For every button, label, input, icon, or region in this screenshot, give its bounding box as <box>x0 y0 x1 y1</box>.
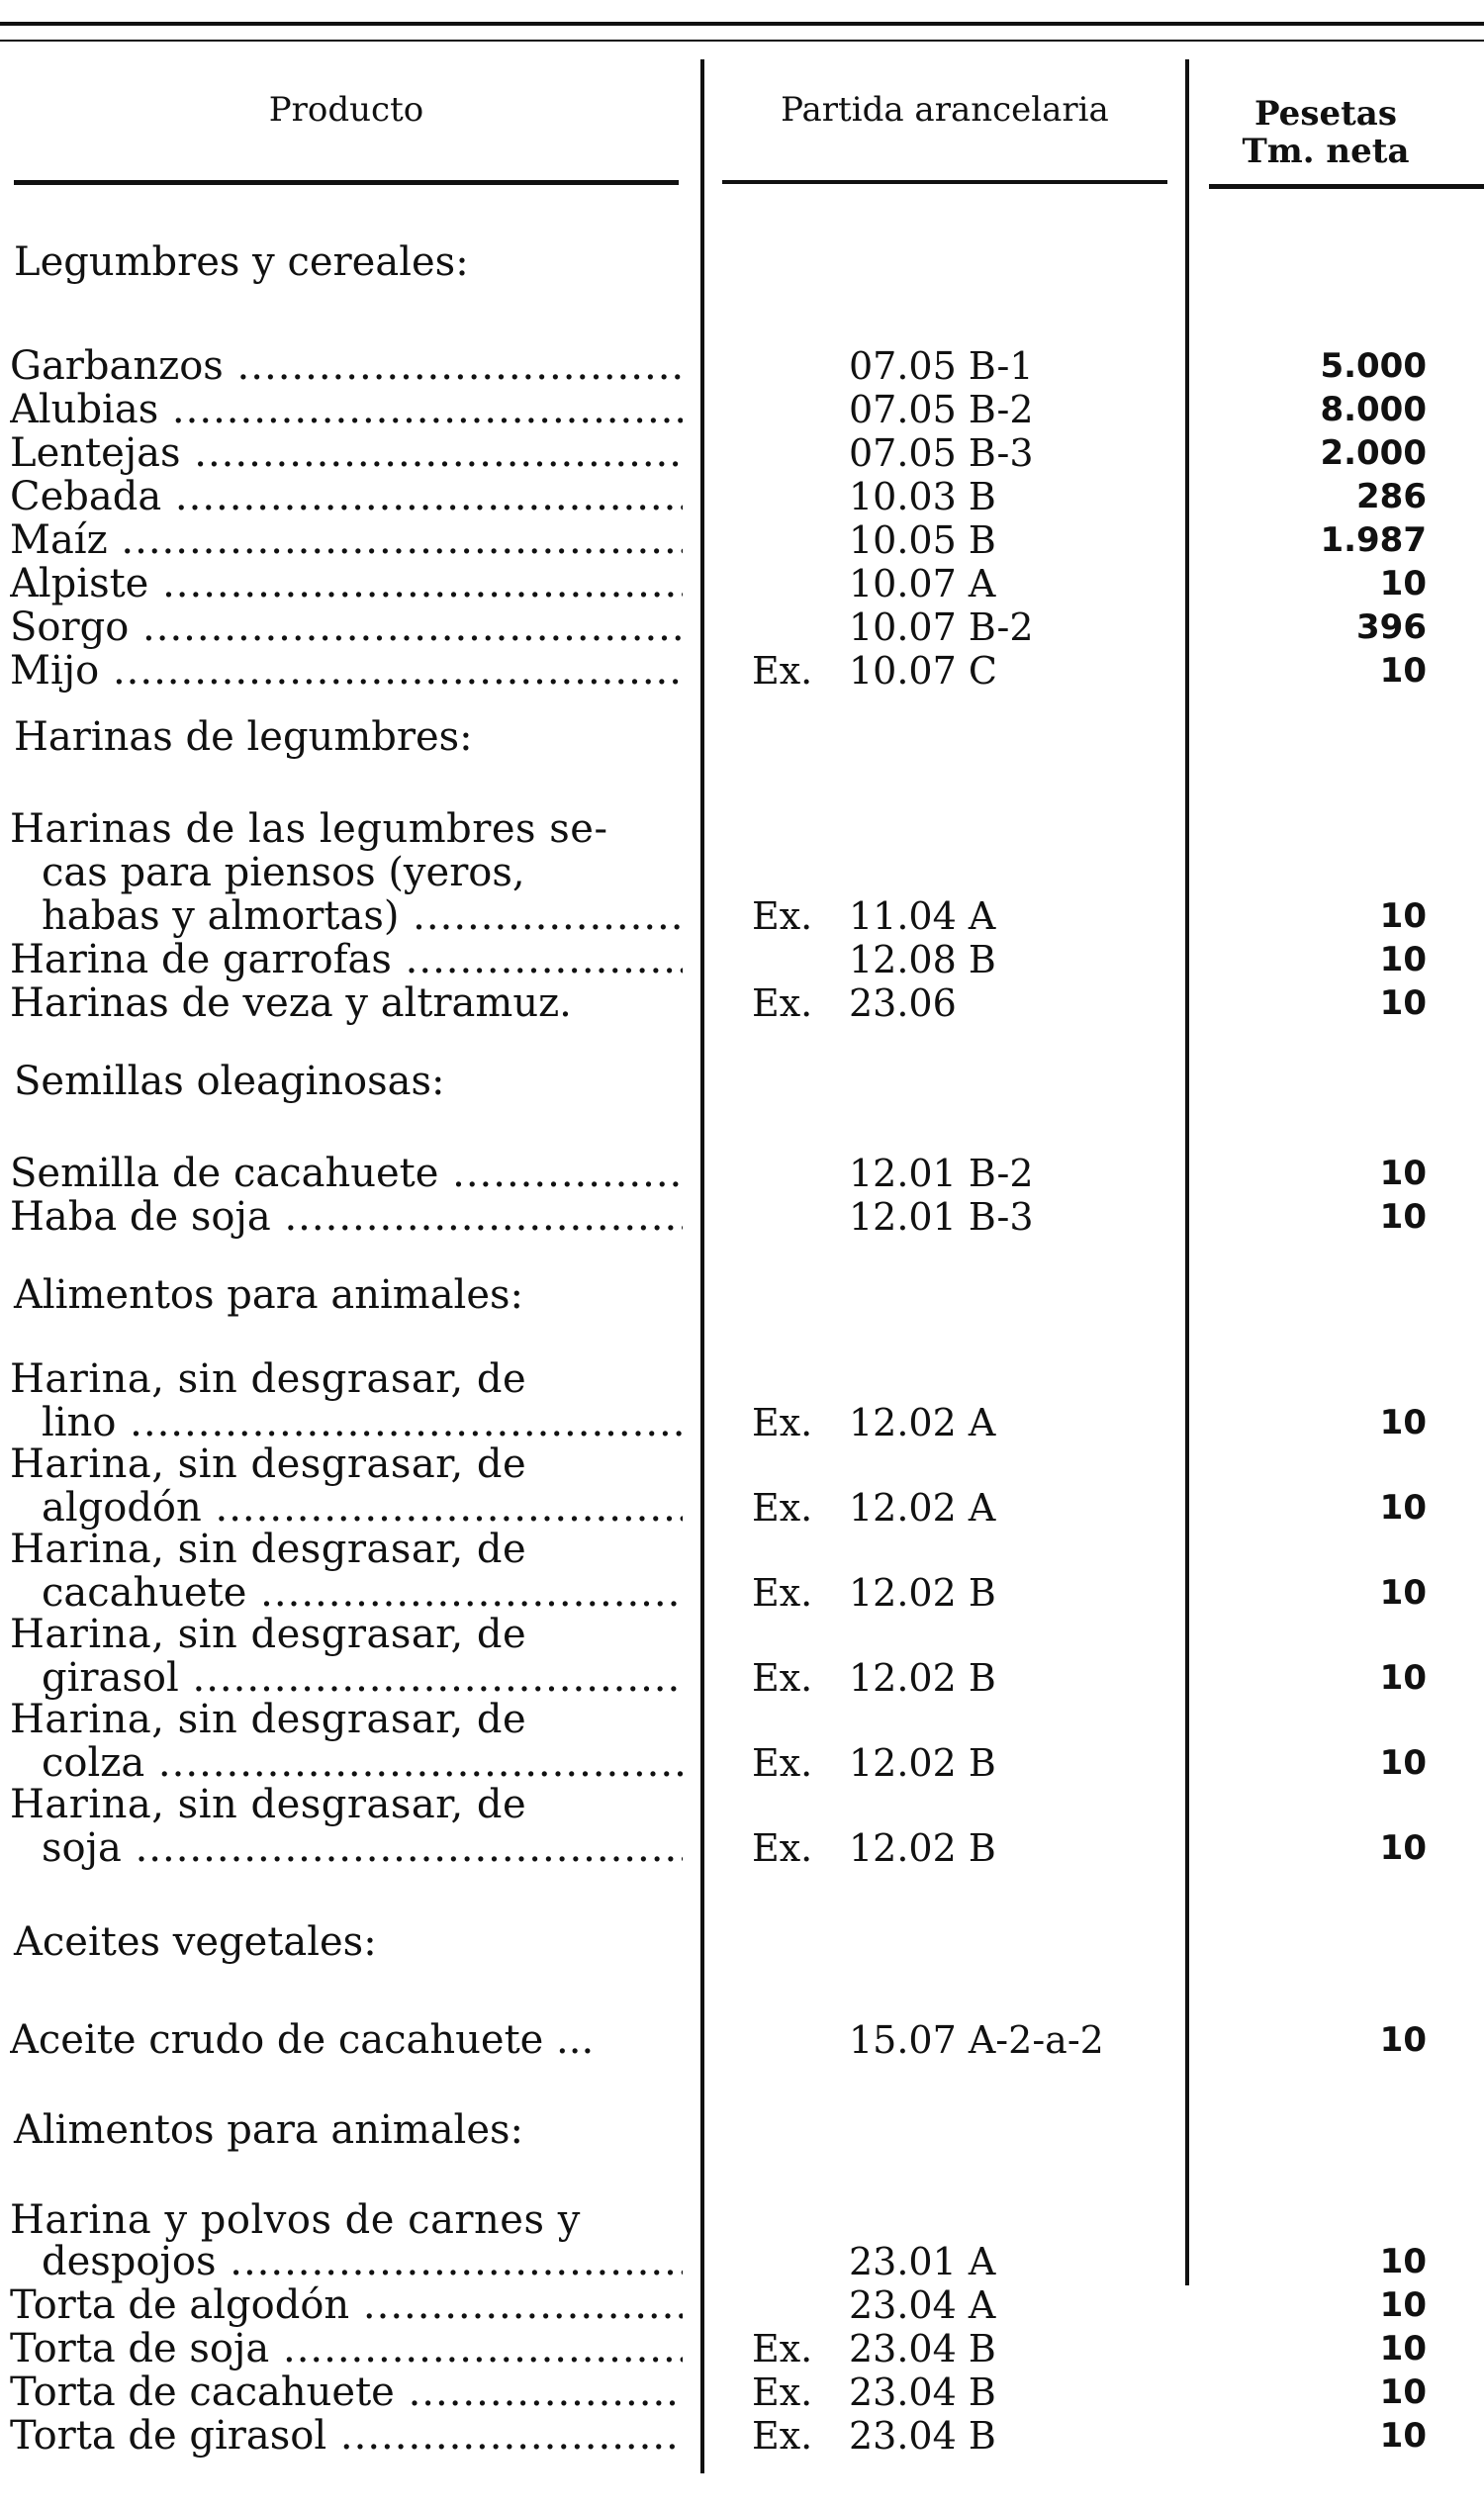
top-rule-thin <box>0 40 1484 42</box>
tariff-heading: 23.04 B <box>849 2370 996 2414</box>
column-divider-2 <box>1185 59 1189 2285</box>
product-text: colza <box>42 1741 145 1785</box>
product-name <box>10 1152 683 1195</box>
product-text: lino <box>42 1401 117 1444</box>
header-underline-1 <box>14 180 679 185</box>
ex-prefix: Ex. <box>752 1826 813 1870</box>
tariff-heading: 11.04 A <box>849 894 996 938</box>
product-text: Harinas de las legumbres se- <box>10 807 608 851</box>
pesetas-value: 10 <box>1379 983 1427 1023</box>
section-title: Alimentos para animales: <box>14 1272 524 1318</box>
product-text: cacahuete <box>42 1571 247 1615</box>
pesetas-value: 2.000 <box>1320 433 1427 473</box>
pesetas-value: 5.000 <box>1320 346 1427 386</box>
pesetas-value: 10 <box>1379 2020 1427 2060</box>
ex-prefix: Ex. <box>752 2370 813 2414</box>
product-name <box>10 807 683 851</box>
product-name <box>42 1571 683 1615</box>
top-rule-thick <box>0 22 1484 26</box>
tariff-heading: 12.02 B <box>849 1571 996 1615</box>
product-text: Harina, sin desgrasar, de <box>10 1528 527 1571</box>
tariff-heading: 12.01 B-3 <box>849 1195 1034 1239</box>
product-text: Alubias <box>10 388 159 431</box>
product-name <box>10 2283 683 2327</box>
product-name <box>10 2414 683 2458</box>
product-text: Torta de algodón <box>10 2283 350 2327</box>
product-name <box>42 851 683 894</box>
product-text: Harina de garrofas <box>10 938 392 981</box>
product-name <box>10 981 683 1025</box>
product-name <box>10 1698 683 1741</box>
pesetas-value: 10 <box>1379 1154 1427 1193</box>
ex-prefix: Ex. <box>752 981 813 1025</box>
tariff-heading: 10.07 C <box>849 649 997 693</box>
ex-prefix: Ex. <box>752 649 813 693</box>
product-text: Haba de soja <box>10 1195 271 1239</box>
tariff-heading: 07.05 B-2 <box>849 388 1034 431</box>
tariff-heading: 12.02 B <box>849 1656 996 1700</box>
tariff-heading: 23.04 A <box>849 2283 996 2327</box>
product-text: habas y almortas) <box>42 894 400 938</box>
tariff-heading: 12.02 A <box>849 1486 996 1530</box>
product-name <box>10 1528 683 1571</box>
column-divider-1 <box>700 59 704 2473</box>
pesetas-value: 8.000 <box>1320 390 1427 429</box>
product-name <box>10 344 683 388</box>
tariff-heading: 12.02 A <box>849 1401 996 1444</box>
product-name <box>10 562 683 605</box>
product-name <box>42 1656 683 1700</box>
product-name <box>10 649 683 693</box>
product-name <box>10 2018 683 2062</box>
tariff-heading: 10.07 B-2 <box>849 605 1034 649</box>
product-text: soja <box>42 1826 122 1870</box>
product-name <box>10 388 683 431</box>
tariff-heading: 10.05 B <box>849 518 996 562</box>
ex-prefix: Ex. <box>752 1656 813 1700</box>
tariff-heading: 15.07 A-2-a-2 <box>849 2018 1104 2062</box>
pesetas-value: 10 <box>1379 2372 1427 2412</box>
tariff-heading: 07.05 B-1 <box>849 344 1034 388</box>
product-name <box>10 1195 683 1239</box>
product-name <box>10 2327 683 2370</box>
section-title: Legumbres y cereales: <box>14 239 469 285</box>
column-header-pesetas-line1: Pesetas <box>1254 94 1397 134</box>
product-text: Garbanzos <box>10 344 224 388</box>
product-name <box>10 2370 683 2414</box>
product-name <box>42 894 683 938</box>
product-name <box>10 2198 683 2242</box>
pesetas-value: 396 <box>1356 607 1427 647</box>
ex-prefix: Ex. <box>752 1486 813 1530</box>
tariff-heading: 23.06 <box>849 981 957 1025</box>
product-text: Harina, sin desgrasar, de <box>10 1357 527 1401</box>
product-text: Maíz <box>10 518 108 562</box>
product-text: Aceite crudo de cacahuete ... <box>10 2018 595 2062</box>
pesetas-value: 10 <box>1379 1743 1427 1783</box>
product-text: Mijo <box>10 649 100 693</box>
product-name <box>10 1613 683 1656</box>
pesetas-value: 286 <box>1356 477 1427 516</box>
product-text: Harina, sin desgrasar, de <box>10 1613 527 1656</box>
tariff-heading: 07.05 B-3 <box>849 431 1034 475</box>
product-text: Cebada <box>10 475 162 518</box>
ex-prefix: Ex. <box>752 1571 813 1615</box>
column-header-partida: Partida arancelaria <box>781 90 1109 130</box>
pesetas-value: 10 <box>1379 1573 1427 1613</box>
product-name <box>10 1357 683 1401</box>
pesetas-value: 1.987 <box>1320 520 1427 560</box>
pesetas-value: 10 <box>1379 1658 1427 1698</box>
ex-prefix: Ex. <box>752 2414 813 2458</box>
product-text: algodón <box>42 1486 202 1530</box>
pesetas-value: 10 <box>1379 564 1427 604</box>
product-name <box>10 1442 683 1486</box>
section-title: Aceites vegetales: <box>14 1919 377 1965</box>
pesetas-value: 10 <box>1379 1403 1427 1442</box>
pesetas-value: 10 <box>1379 2329 1427 2369</box>
header-underline-2 <box>722 180 1167 184</box>
pesetas-value: 10 <box>1379 1828 1427 1868</box>
section-title: Alimentos para animales: <box>14 2107 524 2153</box>
tariff-heading: 10.03 B <box>849 475 996 518</box>
product-name <box>10 1783 683 1826</box>
pesetas-value: 10 <box>1379 651 1427 691</box>
product-text: Lentejas <box>10 431 181 475</box>
pesetas-value: 10 <box>1379 940 1427 979</box>
product-text: Torta de soja <box>10 2327 270 2370</box>
column-header-pesetas-line2: Tm. neta <box>1242 132 1410 171</box>
ex-prefix: Ex. <box>752 2327 813 2370</box>
pesetas-value: 10 <box>1379 2242 1427 2281</box>
tariff-heading: 12.08 B <box>849 938 996 981</box>
product-name <box>10 518 683 562</box>
tariff-heading: 12.02 B <box>849 1741 996 1785</box>
product-text: Torta de girasol <box>10 2414 327 2458</box>
header-underline-3 <box>1209 184 1484 189</box>
product-name <box>10 605 683 649</box>
product-text: Torta de cacahuete <box>10 2370 395 2414</box>
product-text: Harina, sin desgrasar, de <box>10 1442 527 1486</box>
pesetas-value: 10 <box>1379 896 1427 936</box>
section-title: Harinas de legumbres: <box>14 714 473 760</box>
ex-prefix: Ex. <box>752 894 813 938</box>
tariff-heading: 12.02 B <box>849 1826 996 1870</box>
pesetas-value: 10 <box>1379 1197 1427 1237</box>
product-text: girasol <box>42 1656 179 1700</box>
ex-prefix: Ex. <box>752 1741 813 1785</box>
tariff-heading: 10.07 A <box>849 562 996 605</box>
product-name <box>42 2240 683 2283</box>
product-name <box>42 1401 683 1444</box>
product-text: Harinas de veza y altramuz. <box>10 981 572 1025</box>
product-name <box>10 938 683 981</box>
product-text: Harina, sin desgrasar, de <box>10 1783 527 1826</box>
product-text: Harina y polvos de carnes y <box>10 2198 581 2242</box>
product-name <box>42 1826 683 1870</box>
pesetas-value: 10 <box>1379 1488 1427 1528</box>
product-text: despojos <box>42 2240 217 2283</box>
product-text: Semilla de cacahuete <box>10 1152 439 1195</box>
product-name <box>42 1486 683 1530</box>
product-text: cas para piensos (yeros, <box>42 851 525 894</box>
product-name <box>42 1741 683 1785</box>
product-text: Harina, sin desgrasar, de <box>10 1698 527 1741</box>
tariff-heading: 23.04 B <box>849 2327 996 2370</box>
product-text: Alpiste <box>10 562 149 605</box>
product-text: Sorgo <box>10 605 130 649</box>
tariff-heading: 23.01 A <box>849 2240 996 2283</box>
pesetas-value: 10 <box>1379 2416 1427 2456</box>
column-header-producto: Producto <box>268 90 424 130</box>
product-name <box>10 431 683 475</box>
product-name <box>10 475 683 518</box>
column-header-pesetas <box>1207 95 1444 170</box>
ex-prefix: Ex. <box>752 1401 813 1444</box>
pesetas-value: 10 <box>1379 2285 1427 2325</box>
tariff-heading: 23.04 B <box>849 2414 996 2458</box>
section-title: Semillas oleaginosas: <box>14 1059 445 1104</box>
tariff-heading: 12.01 B-2 <box>849 1152 1034 1195</box>
